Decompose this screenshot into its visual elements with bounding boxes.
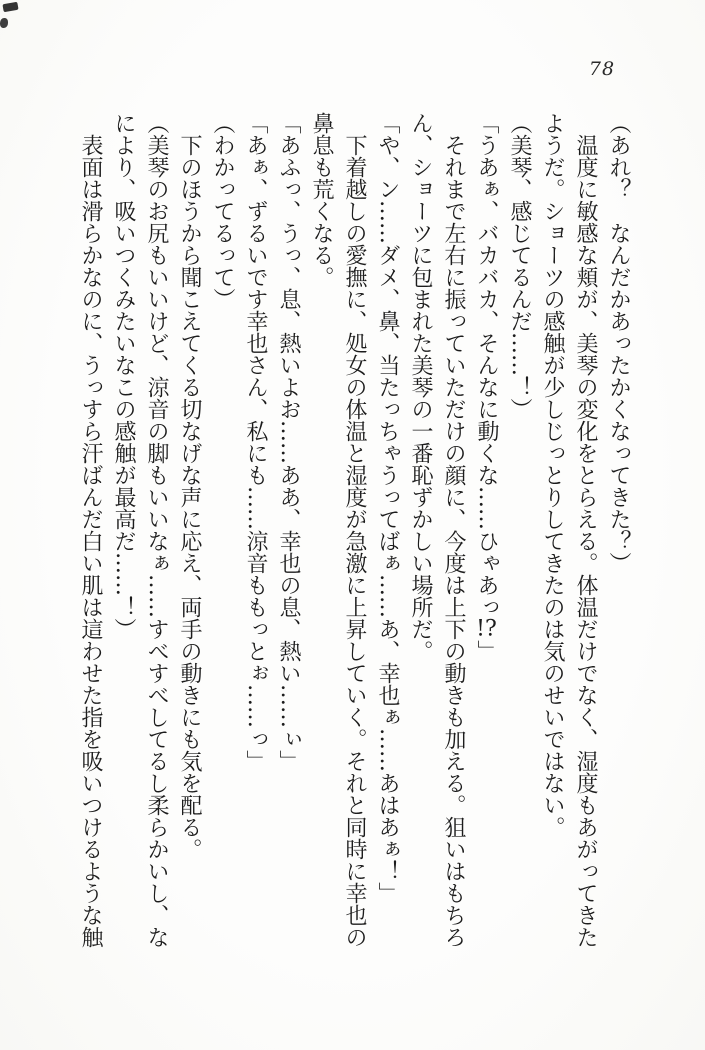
page-text-block (74, 112, 635, 954)
page-number: 78 (588, 58, 616, 80)
tatechuyoko-exclamation-question: !? (476, 618, 497, 640)
scan-artifact (0, 18, 8, 28)
text-line: 「あぁ、ずるいです幸也さん、私にも……涼音ももっとぉ……っ」 (243, 112, 268, 772)
text-line: それまで左右に振っていただけの顔に、今度は上下の動きも加える。狙いはもちろ (441, 134, 466, 948)
text-line: 表面は滑らかなのに、うっすら汗ばんだ白い肌は這わせた指を吸いつけるような触 (78, 134, 103, 948)
text-line: ようだ。ショーツの感触が少しじっとりしてきたのは気のせいではない。 (540, 112, 565, 838)
text-line: 「あふっ、うっ、息、熱いよお……ああ、幸也の息、熱い……ぃ」 (276, 112, 301, 772)
text-line: （美琴のお尻もいいけど、涼音の脚もいいなぁ……すべすべしてるし柔らかいし、な (144, 112, 169, 948)
text-line: 「うあぁ、バカバカ、そんなに動くな……ひゃあっ!?」 (474, 112, 499, 662)
text-line: ん、ショーツに包まれた美琴の一番恥ずかしい場所だ。 (408, 112, 433, 662)
text-line: により、吸いつくみたいなこの感触が最高だ……！） (111, 112, 136, 640)
text-line: 下着越しの愛撫に、処女の体温と湿度が急激に上昇していく。それと同時に幸也の (342, 134, 367, 948)
text-line: 鼻息も荒くなる。 (309, 112, 334, 288)
scan-artifact (2, 2, 18, 12)
text-line: 「や、ン……ダメ、鼻、当たっちゃうってばぁ……あ、幸也ぁ……あはあぁ！」 (375, 112, 400, 904)
text-line: 下のほうから聞こえてくる切なげな声に応え、両手の動きにも気を配る。 (177, 134, 202, 860)
text-line: （あれ？ なんだかあったかくなってきた？） (606, 112, 631, 574)
text-line: （美琴、感じてるんだ……！） (507, 112, 532, 420)
text-line: 温度に敏感な頬が、美琴の変化をとらえる。体温だけでなく、湿度もあがってきた (573, 134, 598, 948)
text-line: （わかってるって） (210, 112, 235, 310)
